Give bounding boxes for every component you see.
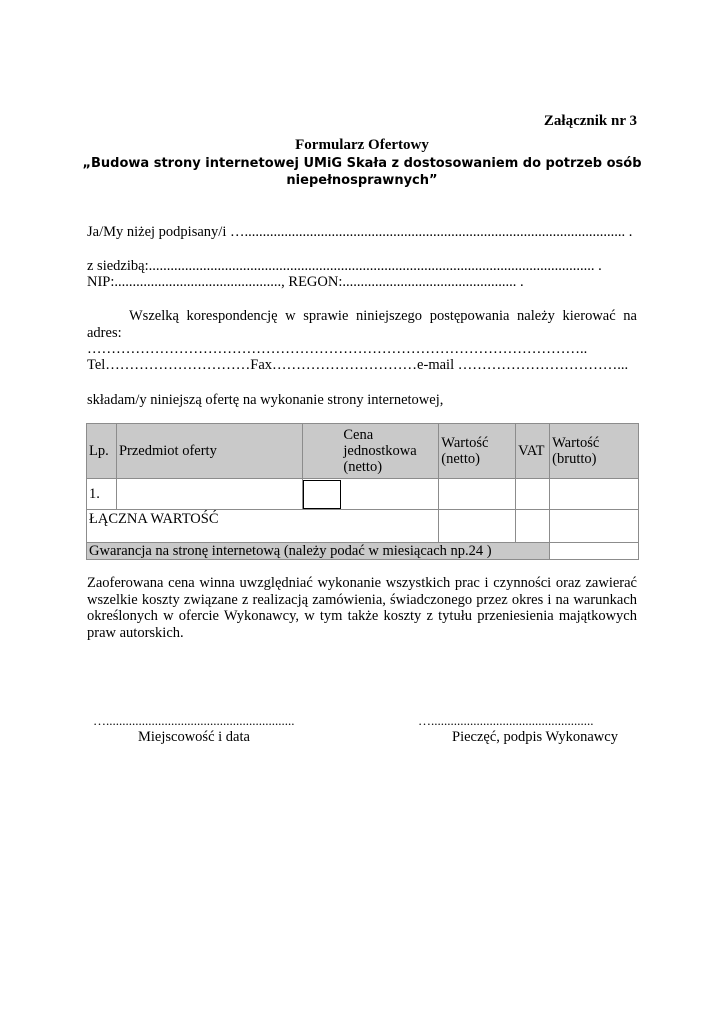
table-header-row <box>87 424 639 479</box>
offer-table <box>86 423 639 560</box>
form-subtitle-line2: niepełnosprawnych” <box>286 173 438 188</box>
unit-price-box[interactable] <box>303 480 341 509</box>
form-subtitle-line1: „Budowa strony internetowej UMiG Skała z dostosowaniem do potrzeb osób <box>82 156 642 171</box>
row1-vat-cell[interactable] <box>516 479 550 510</box>
header-gross-value: Wartość (brutto) <box>550 424 639 479</box>
warranty-value-cell[interactable] <box>550 543 639 560</box>
total-gross-value-cell[interactable] <box>550 510 639 543</box>
row1-unit-price-cell[interactable] <box>303 479 439 510</box>
place-date-dots[interactable]: ….......................................................... <box>93 713 295 728</box>
warranty-label: Gwarancja na stronę internetową (należy podać w miesiącach np.24 ) <box>87 543 550 560</box>
form-title: Formularz Ofertowy <box>295 137 429 153</box>
header-subject: Przedmiot oferty <box>116 424 302 479</box>
closing-paragraph: Zaoferowana cena winna uwzględniać wykonanie wszystkich prac i czynności oraz zawierać wszelkie koszty związane z realizacją zamówienia, świadczonego przez okres i na warunkach określonych w ofercie Wykonawcy, w tym także koszty z tytułu przeniesienia majątkowych praw autorskich. <box>87 575 637 641</box>
header-net-value: Wartość (netto) <box>439 424 516 479</box>
contact-field[interactable]: Tel…………………………Fax…………………………e-mail ……………………………... <box>87 357 629 373</box>
seat-field[interactable]: z siedzibą:........................................................................................................................... . <box>87 258 602 274</box>
total-net-value-cell[interactable] <box>439 510 516 543</box>
header-lp: Lp. <box>87 424 117 479</box>
total-row <box>87 510 639 543</box>
header-unit-price: Cena jednostkowa (netto) <box>303 424 439 479</box>
place-date-label: Miejscowość i data <box>138 729 250 745</box>
offer-statement: składam/y niniejszą ofertę na wykonanie strony internetowej, <box>87 392 444 408</box>
row1-gross-value-cell[interactable] <box>550 479 639 510</box>
correspondence-text: Wszelką korespondencję w sprawie niniejszego postępowania należy kierować na adres: <box>87 308 637 341</box>
row1-net-value-cell[interactable] <box>439 479 516 510</box>
total-label: ŁĄCZNA WARTOŚĆ <box>87 510 439 543</box>
nip-regon-field[interactable]: NIP:.............................................., REGON:................................................ . <box>87 274 524 290</box>
header-vat: VAT <box>516 424 550 479</box>
warranty-row <box>87 543 639 560</box>
stamp-signature-dots[interactable]: ….................................................. <box>418 713 594 728</box>
attachment-number: Załącznik nr 3 <box>543 113 637 129</box>
row1-subject-cell[interactable] <box>116 479 302 510</box>
signatory-field[interactable]: Ja/My niżej podpisany/i …......................................................................................................... . <box>87 224 633 240</box>
address-field[interactable]: ………………………………………………………………………………………….. <box>87 341 588 357</box>
stamp-signature-label: Pieczęć, podpis Wykonawcy <box>452 729 618 745</box>
row1-lp: 1. <box>87 479 117 510</box>
total-vat-cell[interactable] <box>516 510 550 543</box>
table-row <box>87 479 639 510</box>
